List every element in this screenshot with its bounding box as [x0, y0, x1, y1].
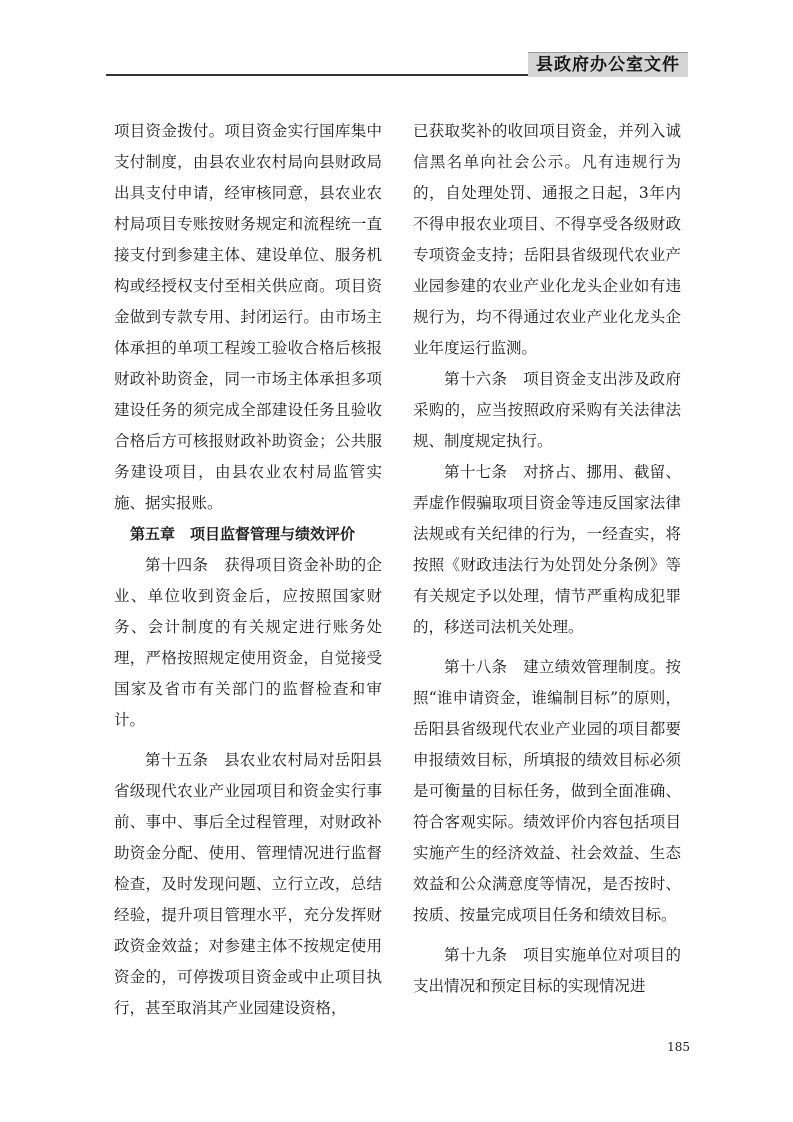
page-number: 185: [667, 1040, 690, 1054]
article-15: 第十五条 县农业农村局对岳阳县省级现代农业产业园项目和资金实行事前、事中、事后全过程管理，对财政补助资金分配、使用、管理情况进行监督检查，及时发现问题、立行立改，总结经验，提升项目管理水平，充分发挥财政资金效益；对参建主体不按规定使用资金的，可停拨项目资金或中止项目执行，甚至取消其产业园建设资格，: [114, 751, 382, 1017]
chapter-heading: 第五章 项目监督管理与绩效评价: [130, 525, 356, 543]
article-17: 第十七条 对挤占、挪用、截留、弄虚作假骗取项目资金等违反国家法律法规或有关纪律的行为，一经查实，将按照《财政违法行为处罚处分条例》等有关规定予以处理，情节严重构成犯罪的，移送司法机关处理。: [413, 463, 681, 636]
left-column: [114, 116, 382, 1024]
article-18: 第十八条 建立绩效管理制度。按照“谁申请资金，谁编制目标”的原则，岳阳县省级现代农业产业园的项目都要申报绩效目标，所填报的绩效目标必须是可衡量的目标任务，做到全面准确、符合客观实际。绩效评价内容包括项目实施产生的经济效益、社会效益、生态效益和公众满意度等情况，是否按时、按质、按量完成项目任务和绩效目标。: [413, 658, 681, 924]
header-title: 县政府办公室文件: [528, 52, 688, 77]
paragraph-fund-disbursement: 项目资金拨付。项目资金实行国库集中支付制度，由县农业农村局向县财政局出具支付申请，经审核同意，县农业农村局项目专账按财务规定和流程统一直接支付到参建主体、建设单位、服务机构或经授权支付至相关供应商。项目资金做到专款专用、封闭运行。由市场主体承担的单项工程竣工验收合格后核报财政补助资金，同一市场主体承担多项建设任务的须完成全部建设任务且验收合格后方可核报财政补助资金；公共服务建设项目，由县农业农村局监管实施、据实报账。: [114, 122, 382, 512]
right-column: [413, 116, 681, 1002]
article-14: 第十四条 获得项目资金补助的企业、单位收到资金后，应按照国家财务、会计制度的有关规定进行账务处理，严格按照规定使用资金，自觉接受国家及省市有关部门的监督检查和审计。: [114, 556, 382, 729]
paragraph-continuation: 已获取奖补的收回项目资金，并列入诚信黑名单向社会公示。凡有违规行为的，自处理处罚、通报之日起，3年内不得申报农业项目、不得享受各级财政专项资金支持；岳阳县省级现代农业产业园参建的农业产业化龙头企业如有违规行为，均不得通过农业产业化龙头企业年度运行监测。: [413, 122, 681, 357]
article-19: 第十九条 项目实施单位对项目的支出情况和预定目标的实现情况进: [413, 946, 681, 995]
article-16: 第十六条 项目资金支出涉及政府采购的，应当按照政府采购有关法律法规、制度规定执行。: [413, 370, 681, 450]
